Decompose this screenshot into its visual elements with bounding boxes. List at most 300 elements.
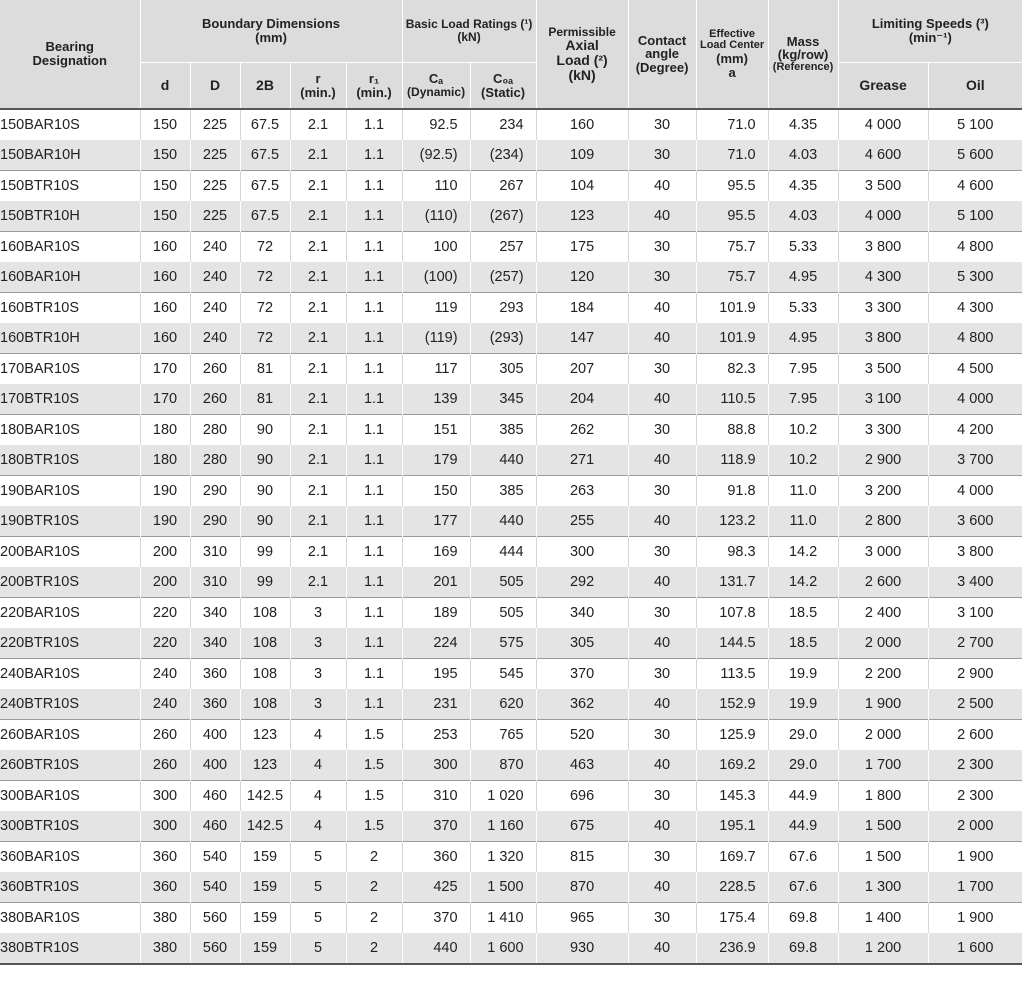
- cell-mass: 7.95: [768, 354, 838, 385]
- cell-r: 2.1: [290, 476, 346, 507]
- cell-r: 2.1: [290, 323, 346, 354]
- cell-speed-oil: 4 000: [928, 384, 1022, 415]
- cell-designation: 360BAR10S: [0, 842, 140, 873]
- cell-r1: 1.1: [346, 659, 402, 690]
- header-mass: Mass (kg/row) (Reference): [768, 0, 838, 109]
- table-row: [0, 598, 1022, 629]
- cell-D: 310: [190, 537, 240, 568]
- cell-speed-grease: 3 500: [838, 354, 928, 385]
- cell-speed-grease: 1 200: [838, 933, 928, 964]
- cell-D: 290: [190, 506, 240, 537]
- cell-mass: 44.9: [768, 811, 838, 842]
- cell-2B: 81: [240, 354, 290, 385]
- cell-mass: 29.0: [768, 750, 838, 781]
- cell-axial-load: 271: [536, 445, 628, 476]
- cell-axial-load: 292: [536, 567, 628, 598]
- cell-2B: 108: [240, 689, 290, 720]
- cell-designation: 180BAR10S: [0, 415, 140, 446]
- cell-2B: 159: [240, 872, 290, 903]
- cell-mass: 14.2: [768, 537, 838, 568]
- cell-coa: 1 410: [470, 903, 536, 934]
- cell-coa: 1 160: [470, 811, 536, 842]
- cell-r1: 2: [346, 903, 402, 934]
- cell-designation: 380BAR10S: [0, 903, 140, 934]
- table-row: [0, 109, 1022, 140]
- cell-ca: 360: [402, 842, 470, 873]
- cell-axial-load: 463: [536, 750, 628, 781]
- header-ca: Cₐ (Dynamic): [402, 63, 470, 110]
- cell-2B: 67.5: [240, 171, 290, 202]
- cell-r1: 1.1: [346, 293, 402, 324]
- table-row: [0, 476, 1022, 507]
- cell-ca: 224: [402, 628, 470, 659]
- cell-r: 2.1: [290, 506, 346, 537]
- cell-contact-angle: 30: [628, 842, 696, 873]
- table-row: [0, 872, 1022, 903]
- cell-d: 160: [140, 323, 190, 354]
- table-row: [0, 384, 1022, 415]
- cell-D: 240: [190, 232, 240, 263]
- cell-2B: 72: [240, 262, 290, 293]
- cell-axial-load: 123: [536, 201, 628, 232]
- cell-coa: 440: [470, 506, 536, 537]
- cell-contact-angle: 40: [628, 872, 696, 903]
- cell-coa: (267): [470, 201, 536, 232]
- cell-mass: 44.9: [768, 781, 838, 812]
- table-row: [0, 750, 1022, 781]
- cell-2B: 159: [240, 933, 290, 964]
- cell-r: 3: [290, 598, 346, 629]
- cell-d: 260: [140, 750, 190, 781]
- cell-mass: 19.9: [768, 659, 838, 690]
- cell-mass: 4.03: [768, 201, 838, 232]
- cell-axial-load: 147: [536, 323, 628, 354]
- cell-contact-angle: 30: [628, 109, 696, 140]
- cell-d: 190: [140, 476, 190, 507]
- cell-D: 340: [190, 628, 240, 659]
- cell-designation: 380BTR10S: [0, 933, 140, 964]
- cell-d: 260: [140, 720, 190, 751]
- cell-contact-angle: 40: [628, 293, 696, 324]
- cell-2B: 108: [240, 628, 290, 659]
- cell-designation: 170BAR10S: [0, 354, 140, 385]
- cell-load-center: 75.7: [696, 232, 768, 263]
- cell-designation: 360BTR10S: [0, 872, 140, 903]
- cell-d: 150: [140, 171, 190, 202]
- header-coa: C₀ₐ (Static): [470, 63, 536, 110]
- cell-speed-grease: 2 900: [838, 445, 928, 476]
- cell-d: 360: [140, 842, 190, 873]
- cell-axial-load: 930: [536, 933, 628, 964]
- cell-ca: 300: [402, 750, 470, 781]
- cell-designation: 220BAR10S: [0, 598, 140, 629]
- cell-speed-oil: 3 600: [928, 506, 1022, 537]
- cell-coa: 385: [470, 476, 536, 507]
- cell-contact-angle: 40: [628, 689, 696, 720]
- cell-r1: 2: [346, 872, 402, 903]
- cell-axial-load: 175: [536, 232, 628, 263]
- cell-r: 2.1: [290, 201, 346, 232]
- cell-coa: 1 320: [470, 842, 536, 873]
- cell-coa: 575: [470, 628, 536, 659]
- cell-designation: 240BAR10S: [0, 659, 140, 690]
- cell-speed-grease: 2 000: [838, 628, 928, 659]
- cell-2B: 99: [240, 537, 290, 568]
- cell-speed-oil: 3 400: [928, 567, 1022, 598]
- cell-r1: 1.1: [346, 232, 402, 263]
- cell-r1: 1.1: [346, 628, 402, 659]
- cell-load-center: 110.5: [696, 384, 768, 415]
- cell-coa: 620: [470, 689, 536, 720]
- cell-axial-load: 204: [536, 384, 628, 415]
- cell-speed-grease: 4 600: [838, 140, 928, 171]
- cell-r1: 1.1: [346, 354, 402, 385]
- table-row: [0, 415, 1022, 446]
- cell-r1: 1.1: [346, 506, 402, 537]
- cell-r1: 1.1: [346, 567, 402, 598]
- cell-coa: (293): [470, 323, 536, 354]
- cell-2B: 108: [240, 598, 290, 629]
- cell-d: 190: [140, 506, 190, 537]
- cell-r: 4: [290, 781, 346, 812]
- cell-speed-grease: 3 500: [838, 171, 928, 202]
- cell-coa: 385: [470, 415, 536, 446]
- cell-ca: 150: [402, 476, 470, 507]
- cell-r: 3: [290, 689, 346, 720]
- cell-contact-angle: 30: [628, 781, 696, 812]
- cell-d: 380: [140, 933, 190, 964]
- cell-r1: 1.1: [346, 476, 402, 507]
- cell-axial-load: 370: [536, 659, 628, 690]
- cell-speed-oil: 4 200: [928, 415, 1022, 446]
- header-designation: Bearing Designation: [0, 0, 140, 109]
- cell-speed-oil: 1 700: [928, 872, 1022, 903]
- cell-d: 300: [140, 781, 190, 812]
- cell-ca: 231: [402, 689, 470, 720]
- table-row: [0, 689, 1022, 720]
- cell-r: 4: [290, 750, 346, 781]
- cell-r: 2.1: [290, 445, 346, 476]
- cell-speed-oil: 2 300: [928, 750, 1022, 781]
- cell-axial-load: 104: [536, 171, 628, 202]
- cell-d: 240: [140, 659, 190, 690]
- cell-mass: 10.2: [768, 415, 838, 446]
- cell-speed-oil: 3 800: [928, 537, 1022, 568]
- table-row: [0, 659, 1022, 690]
- cell-D: 340: [190, 598, 240, 629]
- header-oil: Oil: [928, 63, 1022, 110]
- cell-speed-grease: 2 400: [838, 598, 928, 629]
- cell-D: 225: [190, 201, 240, 232]
- cell-contact-angle: 40: [628, 384, 696, 415]
- cell-contact-angle: 30: [628, 262, 696, 293]
- cell-mass: 67.6: [768, 872, 838, 903]
- cell-r: 2.1: [290, 354, 346, 385]
- cell-coa: 765: [470, 720, 536, 751]
- table-row: [0, 201, 1022, 232]
- cell-r1: 1.5: [346, 720, 402, 751]
- cell-mass: 4.35: [768, 171, 838, 202]
- cell-d: 150: [140, 140, 190, 171]
- cell-d: 380: [140, 903, 190, 934]
- cell-d: 200: [140, 567, 190, 598]
- cell-axial-load: 263: [536, 476, 628, 507]
- cell-designation: 150BAR10S: [0, 109, 140, 140]
- header-2B: 2B: [240, 63, 290, 110]
- header-axial-load: Permissible Axial Load (²) (kN): [536, 0, 628, 109]
- cell-ca: 139: [402, 384, 470, 415]
- cell-coa: 505: [470, 567, 536, 598]
- cell-D: 225: [190, 140, 240, 171]
- cell-load-center: 169.2: [696, 750, 768, 781]
- cell-designation: 240BTR10S: [0, 689, 140, 720]
- cell-speed-grease: 3 100: [838, 384, 928, 415]
- cell-speed-grease: 1 400: [838, 903, 928, 934]
- table-row: [0, 842, 1022, 873]
- cell-d: 180: [140, 415, 190, 446]
- cell-r1: 1.1: [346, 201, 402, 232]
- cell-d: 220: [140, 598, 190, 629]
- cell-contact-angle: 30: [628, 659, 696, 690]
- cell-designation: 160BAR10H: [0, 262, 140, 293]
- cell-coa: 444: [470, 537, 536, 568]
- cell-d: 170: [140, 384, 190, 415]
- cell-load-center: 125.9: [696, 720, 768, 751]
- cell-speed-oil: 1 900: [928, 903, 1022, 934]
- cell-load-center: 145.3: [696, 781, 768, 812]
- header-grease: Grease: [838, 63, 928, 110]
- cell-D: 225: [190, 171, 240, 202]
- cell-load-center: 123.2: [696, 506, 768, 537]
- cell-r1: 1.1: [346, 689, 402, 720]
- cell-d: 300: [140, 811, 190, 842]
- cell-designation: 150BTR10H: [0, 201, 140, 232]
- cell-2B: 159: [240, 903, 290, 934]
- cell-speed-grease: 4 000: [838, 201, 928, 232]
- cell-coa: 234: [470, 109, 536, 140]
- cell-axial-load: 870: [536, 872, 628, 903]
- cell-r: 5: [290, 872, 346, 903]
- table-row: [0, 567, 1022, 598]
- cell-axial-load: 815: [536, 842, 628, 873]
- cell-2B: 108: [240, 659, 290, 690]
- cell-axial-load: 675: [536, 811, 628, 842]
- cell-designation: 180BTR10S: [0, 445, 140, 476]
- cell-ca: 253: [402, 720, 470, 751]
- cell-coa: 267: [470, 171, 536, 202]
- cell-2B: 90: [240, 506, 290, 537]
- cell-axial-load: 300: [536, 537, 628, 568]
- cell-load-center: 228.5: [696, 872, 768, 903]
- cell-r1: 1.5: [346, 750, 402, 781]
- cell-d: 170: [140, 354, 190, 385]
- cell-contact-angle: 30: [628, 415, 696, 446]
- cell-speed-oil: 1 900: [928, 842, 1022, 873]
- cell-D: 280: [190, 415, 240, 446]
- cell-ca: (100): [402, 262, 470, 293]
- cell-axial-load: 262: [536, 415, 628, 446]
- cell-designation: 190BTR10S: [0, 506, 140, 537]
- cell-load-center: 236.9: [696, 933, 768, 964]
- cell-D: 540: [190, 872, 240, 903]
- cell-2B: 72: [240, 323, 290, 354]
- cell-speed-grease: 2 800: [838, 506, 928, 537]
- cell-axial-load: 184: [536, 293, 628, 324]
- cell-2B: 90: [240, 445, 290, 476]
- table-row: [0, 171, 1022, 202]
- cell-contact-angle: 30: [628, 903, 696, 934]
- header-boundary-dimensions: Boundary Dimensions (mm): [140, 0, 402, 63]
- cell-speed-grease: 1 300: [838, 872, 928, 903]
- cell-r1: 2: [346, 933, 402, 964]
- table-row: [0, 781, 1022, 812]
- cell-r: 2.1: [290, 567, 346, 598]
- cell-axial-load: 255: [536, 506, 628, 537]
- cell-mass: 11.0: [768, 476, 838, 507]
- cell-speed-oil: 3 700: [928, 445, 1022, 476]
- cell-r: 2.1: [290, 109, 346, 140]
- cell-speed-grease: 3 000: [838, 537, 928, 568]
- cell-speed-grease: 4 300: [838, 262, 928, 293]
- cell-ca: 151: [402, 415, 470, 446]
- cell-r1: 1.5: [346, 811, 402, 842]
- cell-contact-angle: 40: [628, 323, 696, 354]
- cell-ca: 440: [402, 933, 470, 964]
- cell-2B: 72: [240, 293, 290, 324]
- cell-load-center: 101.9: [696, 323, 768, 354]
- cell-mass: 14.2: [768, 567, 838, 598]
- cell-contact-angle: 30: [628, 354, 696, 385]
- cell-load-center: 71.0: [696, 109, 768, 140]
- cell-load-center: 88.8: [696, 415, 768, 446]
- cell-d: 180: [140, 445, 190, 476]
- cell-r: 2.1: [290, 262, 346, 293]
- table-row: [0, 262, 1022, 293]
- cell-D: 460: [190, 811, 240, 842]
- cell-designation: 160BAR10S: [0, 232, 140, 263]
- cell-r1: 1.1: [346, 171, 402, 202]
- cell-contact-angle: 30: [628, 476, 696, 507]
- cell-mass: 18.5: [768, 628, 838, 659]
- cell-2B: 99: [240, 567, 290, 598]
- cell-D: 260: [190, 354, 240, 385]
- cell-2B: 123: [240, 720, 290, 751]
- cell-ca: 119: [402, 293, 470, 324]
- table-row: [0, 140, 1022, 171]
- table-row: [0, 628, 1022, 659]
- cell-speed-oil: 5 300: [928, 262, 1022, 293]
- cell-2B: 159: [240, 842, 290, 873]
- cell-designation: 150BAR10H: [0, 140, 140, 171]
- cell-D: 360: [190, 689, 240, 720]
- cell-coa: 440: [470, 445, 536, 476]
- cell-ca: 370: [402, 811, 470, 842]
- cell-speed-grease: 3 800: [838, 232, 928, 263]
- header-r: r (min.): [290, 63, 346, 110]
- cell-speed-oil: 2 700: [928, 628, 1022, 659]
- cell-r: 5: [290, 842, 346, 873]
- cell-2B: 90: [240, 415, 290, 446]
- cell-load-center: 107.8: [696, 598, 768, 629]
- cell-coa: 870: [470, 750, 536, 781]
- cell-speed-grease: 1 800: [838, 781, 928, 812]
- cell-axial-load: 120: [536, 262, 628, 293]
- cell-speed-oil: 4 600: [928, 171, 1022, 202]
- cell-D: 240: [190, 293, 240, 324]
- cell-load-center: 82.3: [696, 354, 768, 385]
- cell-coa: 1 500: [470, 872, 536, 903]
- cell-load-center: 98.3: [696, 537, 768, 568]
- cell-ca: 195: [402, 659, 470, 690]
- cell-designation: 260BTR10S: [0, 750, 140, 781]
- cell-D: 560: [190, 933, 240, 964]
- cell-designation: 300BTR10S: [0, 811, 140, 842]
- cell-d: 150: [140, 109, 190, 140]
- cell-D: 260: [190, 384, 240, 415]
- cell-d: 160: [140, 262, 190, 293]
- cell-speed-oil: 4 800: [928, 323, 1022, 354]
- cell-ca: 189: [402, 598, 470, 629]
- cell-ca: (110): [402, 201, 470, 232]
- cell-mass: 69.8: [768, 933, 838, 964]
- cell-d: 360: [140, 872, 190, 903]
- cell-r: 2.1: [290, 293, 346, 324]
- cell-r1: 1.1: [346, 445, 402, 476]
- table-row: [0, 293, 1022, 324]
- cell-d: 160: [140, 232, 190, 263]
- table-row: [0, 354, 1022, 385]
- cell-d: 220: [140, 628, 190, 659]
- cell-speed-grease: 1 700: [838, 750, 928, 781]
- cell-speed-oil: 4 000: [928, 476, 1022, 507]
- table-row: [0, 720, 1022, 751]
- cell-load-center: 101.9: [696, 293, 768, 324]
- cell-r1: 1.1: [346, 140, 402, 171]
- cell-speed-oil: 1 600: [928, 933, 1022, 964]
- cell-load-center: 113.5: [696, 659, 768, 690]
- cell-coa: (257): [470, 262, 536, 293]
- cell-speed-oil: 2 900: [928, 659, 1022, 690]
- cell-axial-load: 340: [536, 598, 628, 629]
- cell-ca: 310: [402, 781, 470, 812]
- table-row: [0, 537, 1022, 568]
- cell-r: 2.1: [290, 415, 346, 446]
- cell-contact-angle: 30: [628, 232, 696, 263]
- cell-coa: 1 600: [470, 933, 536, 964]
- cell-mass: 4.35: [768, 109, 838, 140]
- table-row: [0, 323, 1022, 354]
- cell-load-center: 91.8: [696, 476, 768, 507]
- cell-r1: 1.1: [346, 598, 402, 629]
- cell-coa: (234): [470, 140, 536, 171]
- cell-r1: 1.1: [346, 537, 402, 568]
- cell-speed-grease: 4 000: [838, 109, 928, 140]
- cell-r: 2.1: [290, 171, 346, 202]
- cell-2B: 142.5: [240, 781, 290, 812]
- cell-load-center: 75.7: [696, 262, 768, 293]
- cell-coa: 305: [470, 354, 536, 385]
- cell-coa: 505: [470, 598, 536, 629]
- cell-r: 2.1: [290, 140, 346, 171]
- cell-load-center: 175.4: [696, 903, 768, 934]
- cell-d: 240: [140, 689, 190, 720]
- cell-D: 560: [190, 903, 240, 934]
- cell-designation: 190BAR10S: [0, 476, 140, 507]
- cell-speed-oil: 4 300: [928, 293, 1022, 324]
- cell-D: 540: [190, 842, 240, 873]
- header-D: D: [190, 63, 240, 110]
- cell-coa: 293: [470, 293, 536, 324]
